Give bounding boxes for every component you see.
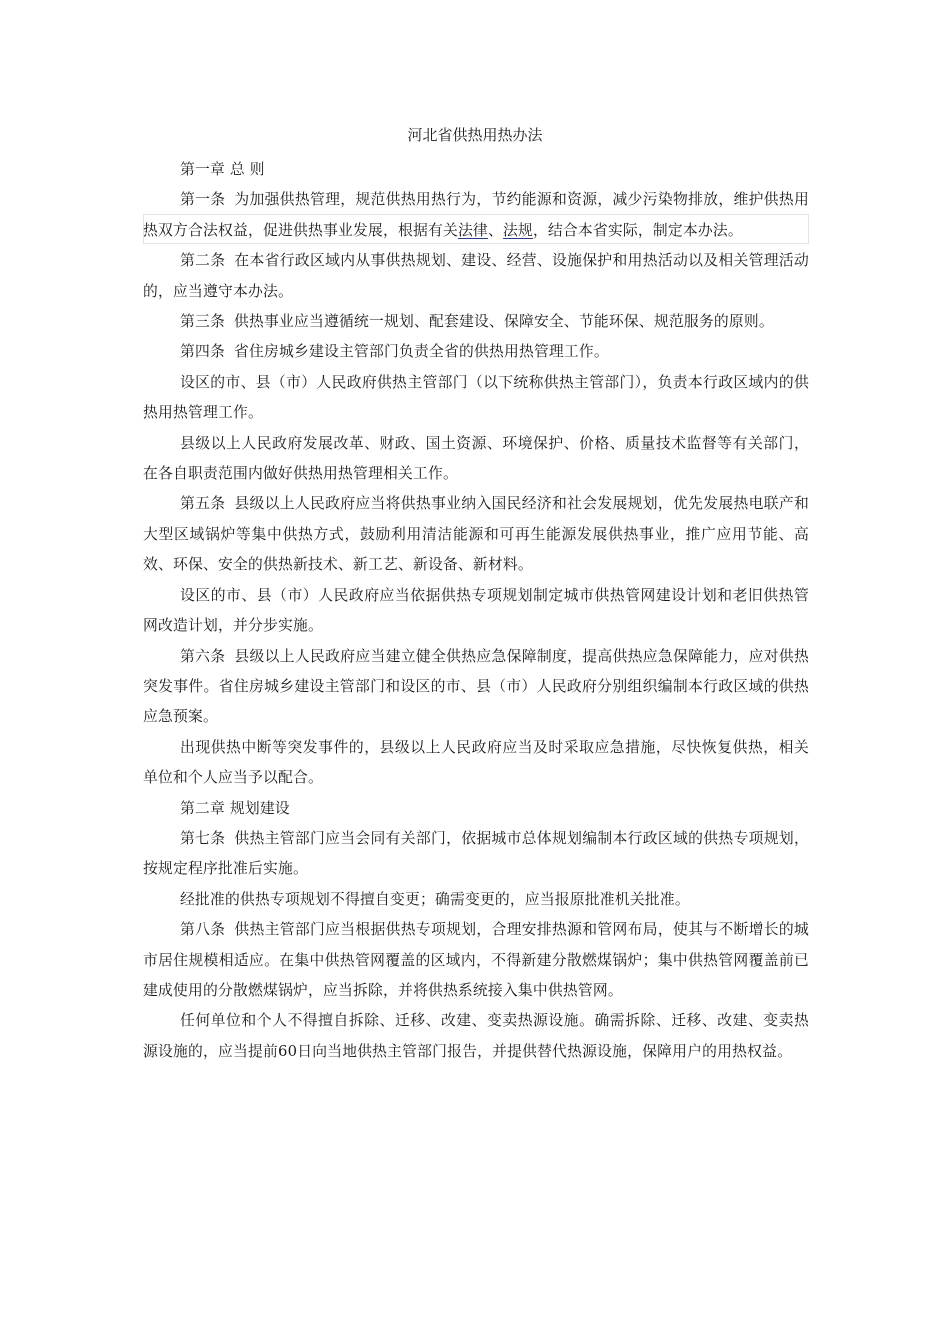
- article-3-head: 第三条: [180, 313, 225, 331]
- article-4-paragraph-3: 县级以上人民政府发展改革、财政、国土资源、环境保护、价格、质量技术监督等有关部门，在各自职责范围内做好供热用热管理相关工作。: [143, 434, 809, 483]
- article-6-paragraph-2: 出现供热中断等突发事件的，县级以上人民政府应当及时采取应急措施，尽快恢复供热，相关单位和个人应当予以配合。: [143, 738, 809, 787]
- article-8-paragraph-2: 任何单位和个人不得擅自拆除、迁移、改建、变卖热源设施。确需拆除、迁移、改建、变卖热源设施的，应当提前60日向当地供热主管部门报告，并提供替代热源设施，保障用户的用热权益。: [143, 1012, 809, 1060]
- article-2: [143, 246, 809, 307]
- article-5-text: 县级以上人民政府应当将供热事业纳入国民经济和社会发展规划，优先发展热电联产和大型区域锅炉等集中供热方式，鼓励利用清洁能源和可再生能源发展供热事业，推广应用节能、高效、环保、安全的供热新技术、新工艺、新设备、新材料。: [143, 495, 809, 574]
- article-1: [143, 185, 809, 246]
- article-8: [143, 915, 809, 1006]
- chapter-heading-1: 第一章 总 则: [180, 161, 265, 178]
- article-1-text: 为加强供热管理，规范供热用热行为，节约能源和资源，减少污染物排放，维护供热用热双方合法权益，促进供热事业发展，根据有关: [143, 191, 809, 239]
- chapter-heading-2: 第二章 规划建设: [180, 799, 290, 817]
- article-4-head: 第四条: [180, 343, 225, 361]
- article-1-separator: 、: [487, 221, 503, 239]
- regulation-link[interactable]: 法规: [502, 221, 533, 239]
- article-2-text: 在本省行政区域内从事供热规划、建设、经营、设施保护和用热活动以及相关管理活动的，应当遵守本办法。: [143, 252, 809, 300]
- article-2-head: 第二条: [180, 252, 226, 270]
- article-8-text: 供热主管部门应当根据供热专项规划，合理安排热源和管网布局，使其与不断增长的城市居住规模相适应。在集中供热管网覆盖的区域内，不得新建分散燃煤锅炉；集中供热管网覆盖前已建成使用的分散燃煤锅炉，应当拆除，并将供热系统接入集中供热管网。: [143, 921, 809, 999]
- document-title: 河北省供热用热办法: [407, 126, 543, 144]
- article-7-paragraph-2: 经批准的供热专项规划不得擅自变更；确需变更的，应当报原批准机关批准。: [180, 890, 690, 908]
- article-1-head: 第一条: [180, 191, 226, 209]
- article-7-text: 供热主管部门应当会同有关部门，依据城市总体规划编制本行政区域的供热专项规划，按规定程序批准后实施。: [143, 829, 809, 878]
- article-3: [143, 307, 809, 337]
- article-6: [143, 642, 809, 733]
- article-7-head: 第七条: [180, 829, 226, 847]
- article-5: [143, 489, 809, 580]
- law-link[interactable]: 法律: [457, 221, 488, 239]
- article-7: [143, 824, 809, 885]
- article-3-text: 供热事业应当遵循统一规划、配套建设、保障安全、节能环保、规范服务的原则。: [234, 313, 774, 331]
- article-4-text: 省住房城乡建设主管部门负责全省的供热用热管理工作。: [234, 343, 609, 361]
- document-body: [143, 155, 809, 1067]
- article-6-text: 县级以上人民政府应当建立健全供热应急保障制度，提高供热应急保障能力，应对供热突发事件。省住房城乡建设主管部门和设区的市、县（市）人民政府分别组织编制本行政区域的供热应急预案。: [143, 647, 809, 726]
- article-5-paragraph-2: 设区的市、县（市）人民政府应当依据供热专项规划制定城市供热管网建设计划和老旧供热管网改造计划，并分步实施。: [143, 586, 809, 635]
- article-1-text-end: ，结合本省实际，制定本办法。: [532, 221, 743, 239]
- article-6-head: 第六条: [180, 647, 226, 665]
- article-4-paragraph-2: 设区的市、县（市）人民政府供热主管部门（以下统称供热主管部门），负责本行政区域内的供热用热管理工作。: [143, 373, 809, 422]
- article-8-head: 第八条: [180, 921, 226, 939]
- article-5-head: 第五条: [180, 495, 226, 513]
- article-4: [143, 337, 809, 367]
